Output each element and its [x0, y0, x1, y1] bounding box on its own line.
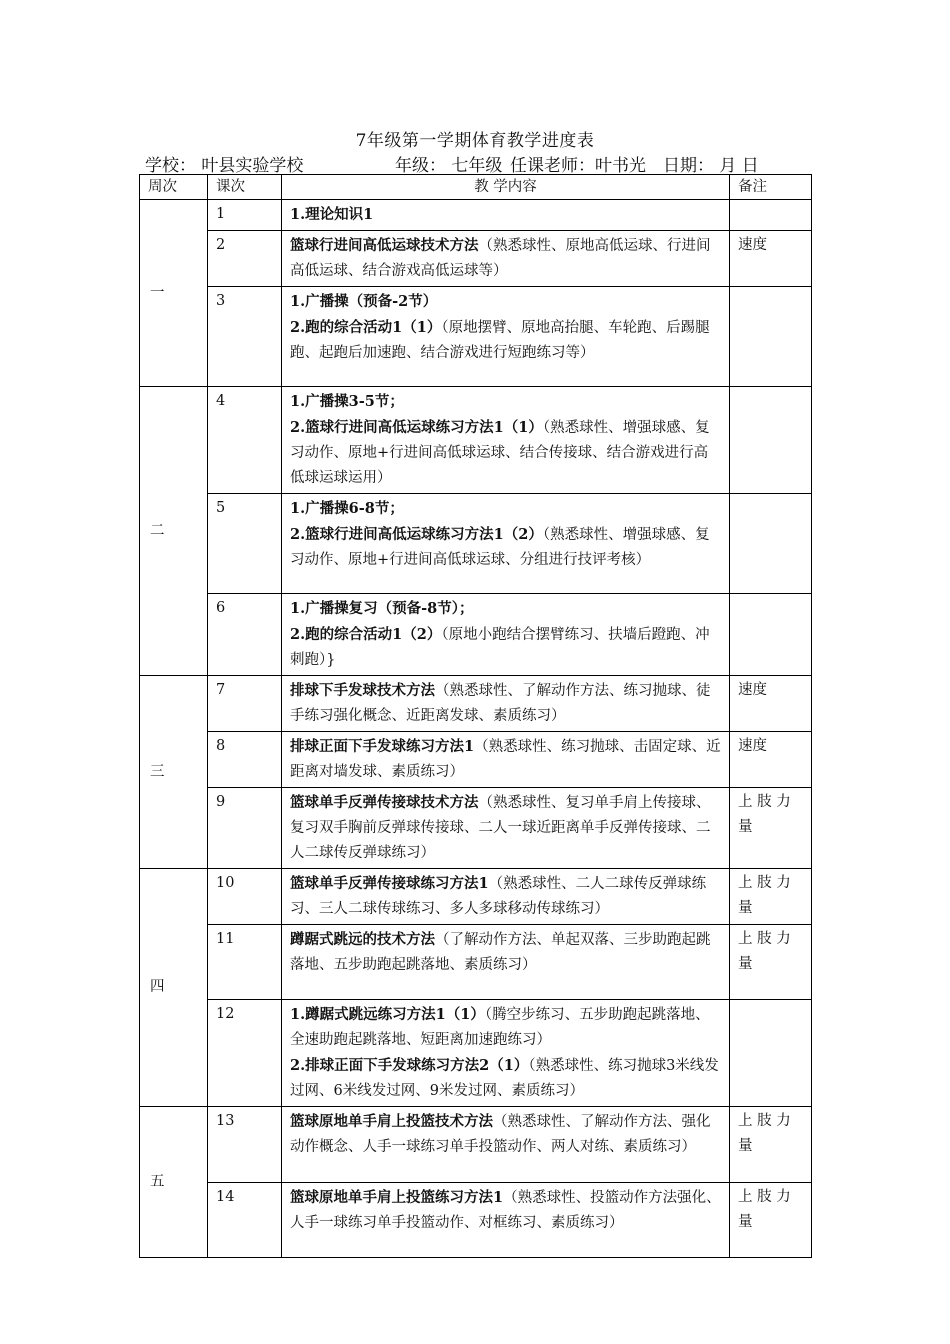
content-detail: （原地小跑结合摆臂练习、扶墙后蹬跑、冲刺跑）}	[290, 627, 710, 668]
content-line	[290, 871, 721, 922]
table-row	[140, 1107, 812, 1183]
content-detail: （熟悉球性、复习单手肩上传接球、复习双手胸前反弹球传接球、二人一球近距离单手反弹传接球、二人二球传反弹球练习）	[290, 795, 711, 861]
table-row	[140, 869, 812, 925]
lesson-content-cell	[282, 387, 730, 494]
lesson-number-cell: 10	[208, 869, 282, 925]
content-detail: （熟悉球性、练习抛球3米线发过网、6米线发过网、9米发过网、素质练习）	[290, 1058, 719, 1099]
lesson-number-cell: 8	[208, 732, 282, 788]
content-topic: 1.广播操6-8节；	[290, 500, 404, 517]
lesson-number-cell: 1	[208, 200, 282, 231]
lesson-number-cell: 5	[208, 494, 282, 594]
header-week: 周次	[140, 175, 208, 200]
content-topic: 2.排球正面下手发球练习方法2（1）	[290, 1057, 529, 1074]
lesson-content-cell	[282, 1183, 730, 1258]
table-header-row	[140, 175, 812, 200]
content-detail: （熟悉球性、二人二球传反弹球练习、三人二球传球练习、多人多球移动传球练习）	[290, 876, 707, 917]
table-row	[140, 788, 812, 869]
table-row	[140, 676, 812, 732]
lesson-content-cell	[282, 788, 730, 869]
note-cell: 速度	[730, 231, 812, 287]
content-line	[290, 202, 721, 228]
table-row	[140, 200, 812, 231]
content-detail: （熟悉球性、增强球感、复习动作、原地+行进间高低球运球、结合传接球、结合游戏进行高低球运球运用）	[290, 420, 710, 486]
content-line	[290, 522, 721, 573]
page-title: 7年级第一学期体育教学进度表	[355, 131, 595, 151]
info-line	[145, 151, 825, 176]
content-detail: （熟悉球性、原地高低运球、行进间高低运球、结合游戏高低运球等）	[290, 238, 711, 279]
content-topic: 1.广播操（预备-2节）	[290, 293, 438, 310]
content-line	[290, 1185, 721, 1236]
content-line	[290, 678, 721, 729]
note-cell: 上 肢 力 量	[730, 1107, 812, 1183]
content-topic: 1.广播操3-5节；	[290, 393, 404, 410]
table-row	[140, 1183, 812, 1258]
content-line	[290, 1002, 721, 1053]
content-line	[290, 927, 721, 978]
note-cell: 速度	[730, 676, 812, 732]
note-cell	[730, 287, 812, 387]
lesson-number-cell: 2	[208, 231, 282, 287]
content-line	[290, 1109, 721, 1160]
content-line	[290, 1053, 721, 1104]
week-cell: 二	[140, 387, 208, 676]
lesson-content-cell	[282, 925, 730, 1000]
date-field: 日期： 月 日	[663, 156, 759, 176]
content-topic: 蹲踞式跳远的技术方法	[290, 931, 435, 948]
content-topic: 排球正面下手发球练习方法1	[290, 738, 475, 755]
content-detail: （熟悉球性、增强球感、复习动作、原地+行进间高低球运球、分组进行技评考核）	[290, 527, 710, 568]
note-cell: 上 肢 力 量	[730, 925, 812, 1000]
note-cell: 速度	[730, 732, 812, 788]
content-line	[290, 389, 721, 415]
content-detail: （了解动作方法、单起双落、三步助跑起跳落地、五步助跑起跳落地、素质练习）	[290, 932, 711, 973]
content-detail: （熟悉球性、了解动作方法、练习抛球、徒手练习强化概念、近距离发球、素质练习）	[290, 683, 711, 724]
content-line	[290, 496, 721, 522]
lesson-number-cell: 6	[208, 594, 282, 676]
content-topic: 1.理论知识1	[290, 206, 374, 223]
note-cell	[730, 494, 812, 594]
content-topic: 篮球单手反弹传接球练习方法1	[290, 875, 489, 892]
content-detail: （熟悉球性、练习抛球、击固定球、近距离对墙发球、素质练习）	[290, 739, 721, 780]
lesson-content-cell	[282, 676, 730, 732]
content-line	[290, 289, 721, 315]
school-field: 学校： 叶县实验学校	[145, 156, 304, 176]
table-row	[140, 594, 812, 676]
note-cell	[730, 387, 812, 494]
content-topic: 篮球原地单手肩上投篮练习方法1	[290, 1189, 504, 1206]
table-body	[140, 200, 812, 1258]
week-cell: 五	[140, 1107, 208, 1258]
content-detail: （原地摆臂、原地高抬腿、车轮跑、后踢腿跑、起跑后加速跑、结合游戏进行短跑练习等）	[290, 320, 710, 361]
note-cell	[730, 1000, 812, 1107]
lesson-number-cell: 13	[208, 1107, 282, 1183]
lesson-content-cell	[282, 494, 730, 594]
header-lesson: 课次	[208, 175, 282, 200]
content-line	[290, 315, 721, 366]
lesson-content-cell	[282, 1107, 730, 1183]
note-cell	[730, 594, 812, 676]
table-row	[140, 287, 812, 387]
content-topic: 排球下手发球技术方法	[290, 682, 435, 699]
note-cell: 上 肢 力 量	[730, 1183, 812, 1258]
content-topic: 2.篮球行进间高低运球练习方法1（2）	[290, 526, 543, 543]
table-row	[140, 732, 812, 788]
content-topic: 篮球原地单手肩上投篮技术方法	[290, 1113, 493, 1130]
header-content: 教 学内容	[282, 175, 730, 200]
lesson-number-cell: 14	[208, 1183, 282, 1258]
lesson-number-cell: 12	[208, 1000, 282, 1107]
lesson-content-cell	[282, 732, 730, 788]
content-topic: 1.蹲踞式跳远练习方法1（1）	[290, 1006, 485, 1023]
note-cell: 上 肢 力 量	[730, 788, 812, 869]
note-cell	[730, 200, 812, 231]
content-topic: 篮球行进间高低运球技术方法	[290, 237, 479, 254]
lesson-content-cell	[282, 869, 730, 925]
note-cell: 上 肢 力 量	[730, 869, 812, 925]
lesson-content-cell	[282, 200, 730, 231]
week-cell: 四	[140, 869, 208, 1107]
lesson-number-cell: 4	[208, 387, 282, 494]
table-row	[140, 231, 812, 287]
content-topic: 1.广播操复习（预备-8节）；	[290, 600, 474, 617]
table-row	[140, 1000, 812, 1107]
week-cell: 三	[140, 676, 208, 869]
content-topic: 2.跑的综合活动1（2）	[290, 626, 442, 643]
teacher-field: 任课老师：叶书光	[510, 156, 646, 176]
content-detail: （腾空步练习、五步助跑起跳落地、全速助跑起跳落地、短距离加速跑练习）	[290, 1007, 710, 1048]
table-row	[140, 387, 812, 494]
header-note: 备注	[730, 175, 812, 200]
lesson-number-cell: 9	[208, 788, 282, 869]
lesson-content-cell	[282, 1000, 730, 1107]
content-topic: 篮球单手反弹传接球技术方法	[290, 794, 479, 811]
lesson-number-cell: 3	[208, 287, 282, 387]
schedule-table	[139, 174, 812, 1258]
table-row	[140, 925, 812, 1000]
table-row	[140, 494, 812, 594]
lesson-content-cell	[282, 231, 730, 287]
lesson-content-cell	[282, 287, 730, 387]
week-cell: 一	[140, 200, 208, 387]
content-line	[290, 734, 721, 785]
grade-field: 年级： 七年级	[395, 156, 503, 176]
content-topic: 2.跑的综合活动1（1）	[290, 319, 442, 336]
content-detail: （熟悉球性、了解动作方法、强化动作概念、人手一球练习单手投篮动作、两人对练、素质练习）	[290, 1114, 711, 1155]
content-topic: 2.篮球行进间高低运球练习方法1（1）	[290, 419, 543, 436]
content-line	[290, 233, 721, 284]
lesson-number-cell: 7	[208, 676, 282, 732]
content-detail: （熟悉球性、投篮动作方法强化、人手一球练习单手投篮动作、对框练习、素质练习）	[290, 1190, 721, 1231]
content-line	[290, 790, 721, 866]
content-line	[290, 415, 721, 491]
content-line	[290, 596, 721, 622]
lesson-number-cell: 11	[208, 925, 282, 1000]
content-line	[290, 622, 721, 673]
lesson-content-cell	[282, 594, 730, 676]
